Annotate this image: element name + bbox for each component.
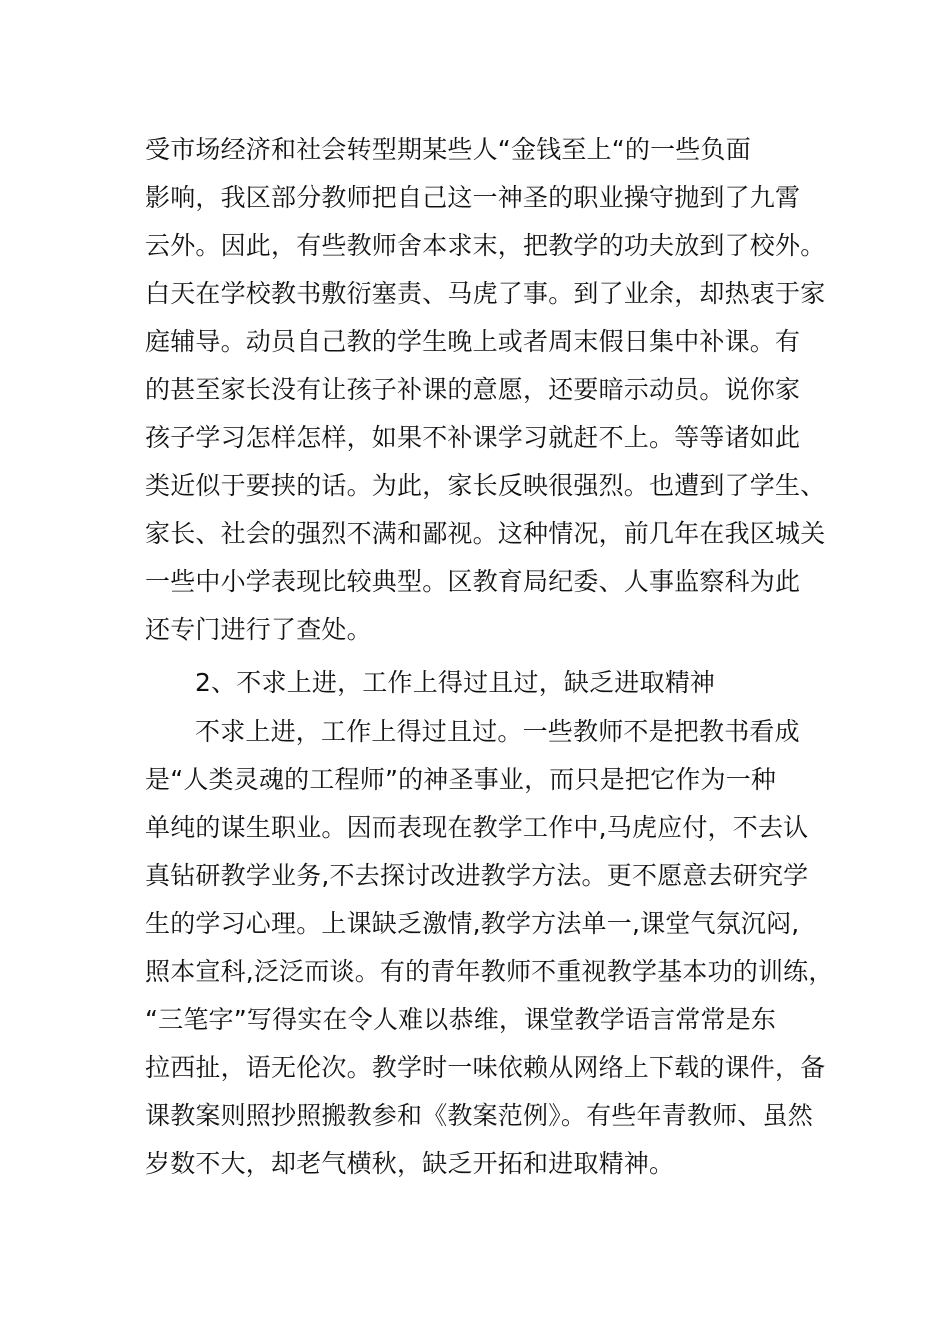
text-line: 课教案则照抄照搬教参和《教案范例》。有些年青教师、虽然 bbox=[145, 1101, 813, 1130]
section-heading: 2、不求上进，工作上得过且过，缺乏进取精神 bbox=[195, 668, 716, 697]
text-line: 孩子学习怎样怎样，如果不补课学习就赶不上。等等诸如此 bbox=[145, 423, 801, 452]
text-line: 照本宣科,泛泛而谈。有的青年教师不重视教学基本功的训练， bbox=[145, 957, 834, 986]
text-line: 受市场经济和社会转型期某些人“金钱至上“的一些负面 bbox=[145, 135, 751, 164]
text-line: 云外。因此，有些教师舍本求末，把教学的功夫放到了校外。 bbox=[145, 231, 826, 260]
text-line: 家长、社会的强烈不满和鄙视。这种情况，前几年在我区城关 bbox=[145, 519, 826, 548]
text-line: 一些中小学表现比较典型。区教育局纪委、人事监察科为此 bbox=[145, 567, 801, 596]
text-line: 影响，我区部分教师把自己这一神圣的职业操守抛到了九霄 bbox=[145, 183, 801, 212]
text-line: “三笔字”写得实在令人难以恭维，课堂教学语言常常是东 bbox=[145, 1005, 777, 1034]
text-line: 生的学习心理。上课缺乏激情,教学方法单一,课堂气氛沉闷, bbox=[145, 909, 800, 938]
text-line: 拉西扯，语无伦次。教学时一味依赖从网络上下载的课件，备 bbox=[145, 1053, 826, 1082]
text-line: 类近似于要挟的话。为此，家长反映很强烈。也遭到了学生、 bbox=[145, 471, 826, 500]
text-line: 岁数不大，却老气横秋，缺乏开拓和进取精神。 bbox=[145, 1149, 675, 1178]
text-line: 白天在学校教书敷衍塞责、马虎了事。到了业余，却热衷于家 bbox=[145, 279, 826, 308]
text-line: 真钻研教学业务,不去探讨改进教学方法。更不愿意去研究学 bbox=[145, 861, 809, 890]
text-line: 的甚至家长没有让孩子补课的意愿，还要暗示动员。说你家 bbox=[145, 375, 801, 404]
text-line: 不求上进，工作上得过且过。一些教师不是把教书看成 bbox=[195, 717, 800, 746]
text-line: 庭辅导。动员自己教的学生晚上或者周末假日集中补课。有 bbox=[145, 327, 801, 356]
text-line: 单纯的谋生职业。因而表现在教学工作中,马虎应付，不去认 bbox=[145, 813, 809, 842]
text-line: 还专门进行了查处。 bbox=[145, 615, 372, 644]
text-line: 是“人类灵魂的工程师”的神圣事业，而只是把它作为一种 bbox=[145, 765, 777, 794]
